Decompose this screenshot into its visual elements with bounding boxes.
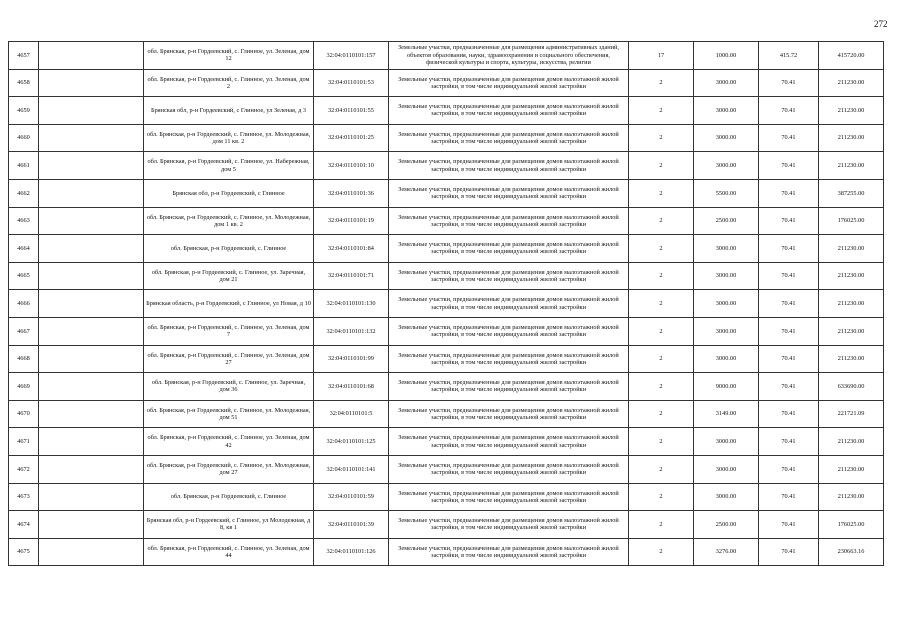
specific-value-cell: 70.41 [759, 179, 819, 207]
cadastral-number-cell: 32:04:0110101:141 [314, 455, 389, 483]
row-number-cell: 4659 [9, 97, 39, 125]
cadastral-number-cell: 32:04:0110101:5 [314, 400, 389, 428]
specific-value-cell: 70.41 [759, 511, 819, 539]
spacer-cell [39, 207, 144, 235]
specific-value-cell: 70.41 [759, 483, 819, 511]
cadastral-value-cell: 211230.00 [819, 124, 884, 152]
area-cell: 9000.00 [694, 373, 759, 401]
cadastral-value-cell: 415720.00 [819, 42, 884, 70]
row-number-cell: 4662 [9, 179, 39, 207]
permitted-use-cell: Земельные участки, предназначенные для размещения домов малоэтажной жилой застройки, в том числе индивидуальной жилой застройки [389, 345, 629, 373]
table-body [9, 42, 884, 566]
table-row [9, 235, 884, 263]
address-cell: обл. Брянская, р-н Гордеевский, с. Глинное [144, 483, 314, 511]
permitted-use-cell: Земельные участки, предназначенные для размещения домов малоэтажной жилой застройки, в том числе индивидуальной жилой застройки [389, 290, 629, 318]
cadastral-value-cell: 211230.00 [819, 152, 884, 180]
group-code-cell: 2 [629, 152, 694, 180]
area-cell: 3276.00 [694, 538, 759, 566]
address-cell: обл. Брянская, р-н Гордеевский, с. Глинное, ул. Молодежная, дом 27 [144, 455, 314, 483]
cadastral-number-cell: 32:04:0110101:10 [314, 152, 389, 180]
table-row [9, 290, 884, 318]
permitted-use-cell: Земельные участки, предназначенные для размещения административных зданий, объектов образования, науки, здравоохранения и социального обеспечения, физической культуры и спорта, культуры, искусства, религии [389, 42, 629, 70]
area-cell: 2500.00 [694, 207, 759, 235]
permitted-use-cell: Земельные участки, предназначенные для размещения домов малоэтажной жилой застройки, в том числе индивидуальной жилой застройки [389, 538, 629, 566]
table-row [9, 207, 884, 235]
address-cell: обл. Брянская, р-н Гордеевский, с. Глинное, ул. Зеленая, дом 2 [144, 69, 314, 97]
cadastral-number-cell: 32:04:0110101:84 [314, 235, 389, 263]
specific-value-cell: 70.41 [759, 373, 819, 401]
cadastral-number-cell: 32:04:0110101:53 [314, 69, 389, 97]
row-number-cell: 4669 [9, 373, 39, 401]
row-number-cell: 4672 [9, 455, 39, 483]
table-row [9, 455, 884, 483]
specific-value-cell: 70.41 [759, 69, 819, 97]
specific-value-cell: 70.41 [759, 262, 819, 290]
specific-value-cell: 70.41 [759, 317, 819, 345]
area-cell: 3000.00 [694, 428, 759, 456]
permitted-use-cell: Земельные участки, предназначенные для размещения домов малоэтажной жилой застройки, в том числе индивидуальной жилой застройки [389, 179, 629, 207]
group-code-cell: 2 [629, 124, 694, 152]
cadastral-number-cell: 32:04:0110101:157 [314, 42, 389, 70]
group-code-cell: 2 [629, 97, 694, 125]
specific-value-cell: 70.41 [759, 290, 819, 318]
cadastral-number-cell: 32:04:0110101:59 [314, 483, 389, 511]
area-cell: 3000.00 [694, 483, 759, 511]
spacer-cell [39, 97, 144, 125]
cadastral-number-cell: 32:04:0110101:125 [314, 428, 389, 456]
group-code-cell: 2 [629, 290, 694, 318]
table-row [9, 152, 884, 180]
group-code-cell: 2 [629, 455, 694, 483]
cadastral-number-cell: 32:04:0110101:71 [314, 262, 389, 290]
permitted-use-cell: Земельные участки, предназначенные для размещения домов малоэтажной жилой застройки, в том числе индивидуальной жилой застройки [389, 317, 629, 345]
area-cell: 5500.00 [694, 179, 759, 207]
table-row [9, 538, 884, 566]
permitted-use-cell: Земельные участки, предназначенные для размещения домов малоэтажной жилой застройки, в том числе индивидуальной жилой застройки [389, 483, 629, 511]
address-cell: Брянская область, р-н Гордеевский, с Глинное, ул Новая, д 10 [144, 290, 314, 318]
table-row [9, 42, 884, 70]
table-row [9, 373, 884, 401]
address-cell: обл. Брянская, р-н Гордеевский, с. Глинное, ул. Заречная, дом 21 [144, 262, 314, 290]
permitted-use-cell: Земельные участки, предназначенные для размещения домов малоэтажной жилой застройки, в том числе индивидуальной жилой застройки [389, 69, 629, 97]
group-code-cell: 2 [629, 179, 694, 207]
row-number-cell: 4675 [9, 538, 39, 566]
row-number-cell: 4667 [9, 317, 39, 345]
address-cell: Брянская обл, р-н Гордеевский, с Глинное [144, 179, 314, 207]
table-row [9, 345, 884, 373]
area-cell: 3149.00 [694, 400, 759, 428]
address-cell: обл. Брянская, р-н Гордеевский, с. Глинное, ул. Набережная, дом 5 [144, 152, 314, 180]
row-number-cell: 4664 [9, 235, 39, 263]
table-row [9, 483, 884, 511]
group-code-cell: 17 [629, 42, 694, 70]
spacer-cell [39, 345, 144, 373]
area-cell: 3000.00 [694, 97, 759, 125]
group-code-cell: 2 [629, 400, 694, 428]
group-code-cell: 2 [629, 428, 694, 456]
group-code-cell: 2 [629, 538, 694, 566]
cadastral-number-cell: 32:04:0110101:19 [314, 207, 389, 235]
group-code-cell: 2 [629, 345, 694, 373]
spacer-cell [39, 428, 144, 456]
table-row [9, 179, 884, 207]
row-number-cell: 4663 [9, 207, 39, 235]
row-number-cell: 4668 [9, 345, 39, 373]
land-registry-table [8, 41, 884, 566]
row-number-cell: 4665 [9, 262, 39, 290]
cadastral-value-cell: 211230.00 [819, 317, 884, 345]
specific-value-cell: 70.41 [759, 455, 819, 483]
row-number-cell: 4673 [9, 483, 39, 511]
permitted-use-cell: Земельные участки, предназначенные для размещения домов малоэтажной жилой застройки, в том числе индивидуальной жилой застройки [389, 455, 629, 483]
specific-value-cell: 70.41 [759, 235, 819, 263]
cadastral-value-cell: 211230.00 [819, 455, 884, 483]
spacer-cell [39, 400, 144, 428]
permitted-use-cell: Земельные участки, предназначенные для размещения домов малоэтажной жилой застройки, в том числе индивидуальной жилой застройки [389, 400, 629, 428]
address-cell: Брянская обл, р-н Гордеевский, с Глинное, ул Молодежная, д 8, кв 1 [144, 511, 314, 539]
address-cell: обл. Брянская, р-н Гордеевский, с. Глинное, ул. Зеленая, дом 7 [144, 317, 314, 345]
row-number-cell: 4674 [9, 511, 39, 539]
cadastral-value-cell: 387255.00 [819, 179, 884, 207]
specific-value-cell: 70.41 [759, 345, 819, 373]
spacer-cell [39, 262, 144, 290]
specific-value-cell: 70.41 [759, 428, 819, 456]
spacer-cell [39, 235, 144, 263]
row-number-cell: 4661 [9, 152, 39, 180]
table-row [9, 262, 884, 290]
spacer-cell [39, 179, 144, 207]
area-cell: 3000.00 [694, 455, 759, 483]
cadastral-number-cell: 32:04:0110101:39 [314, 511, 389, 539]
cadastral-number-cell: 32:04:0110101:130 [314, 290, 389, 318]
cadastral-number-cell: 32:04:0110101:36 [314, 179, 389, 207]
area-cell: 3000.00 [694, 235, 759, 263]
spacer-cell [39, 373, 144, 401]
spacer-cell [39, 455, 144, 483]
area-cell: 3000.00 [694, 152, 759, 180]
row-number-cell: 4671 [9, 428, 39, 456]
table-row [9, 97, 884, 125]
cadastral-value-cell: 211230.00 [819, 97, 884, 125]
permitted-use-cell: Земельные участки, предназначенные для размещения домов малоэтажной жилой застройки, в том числе индивидуальной жилой застройки [389, 207, 629, 235]
cadastral-value-cell: 211230.00 [819, 483, 884, 511]
cadastral-value-cell: 176025.00 [819, 207, 884, 235]
specific-value-cell: 70.41 [759, 97, 819, 125]
group-code-cell: 2 [629, 69, 694, 97]
cadastral-value-cell: 230663.16 [819, 538, 884, 566]
table-row [9, 69, 884, 97]
address-cell: обл. Брянская, р-н Гордеевский, с. Глинное, ул. Зеленая, дом 44 [144, 538, 314, 566]
group-code-cell: 2 [629, 262, 694, 290]
address-cell: обл. Брянская, р-н Гордеевский, с. Глинное, ул. Зеленая, дом 42 [144, 428, 314, 456]
cadastral-number-cell: 32:04:0110101:25 [314, 124, 389, 152]
cadastral-value-cell: 211230.00 [819, 345, 884, 373]
cadastral-number-cell: 32:04:0110101:68 [314, 373, 389, 401]
cadastral-value-cell: 211230.00 [819, 290, 884, 318]
group-code-cell: 2 [629, 317, 694, 345]
specific-value-cell: 70.41 [759, 152, 819, 180]
permitted-use-cell: Земельные участки, предназначенные для размещения домов малоэтажной жилой застройки, в том числе индивидуальной жилой застройки [389, 262, 629, 290]
specific-value-cell: 70.41 [759, 207, 819, 235]
permitted-use-cell: Земельные участки, предназначенные для размещения домов малоэтажной жилой застройки, в том числе индивидуальной жилой застройки [389, 124, 629, 152]
page-number: 272 [874, 19, 888, 29]
row-number-cell: 4666 [9, 290, 39, 318]
table-row [9, 317, 884, 345]
row-number-cell: 4657 [9, 42, 39, 70]
cadastral-value-cell: 211230.00 [819, 428, 884, 456]
address-cell: обл. Брянская, р-н Гордеевский, с. Глинное, ул. Заречная, дом 36 [144, 373, 314, 401]
spacer-cell [39, 317, 144, 345]
spacer-cell [39, 69, 144, 97]
address-cell: обл. Брянская, р-н Гордеевский, с. Глинное, ул. Молодежная, дом 1 кв. 2 [144, 207, 314, 235]
permitted-use-cell: Земельные участки, предназначенные для размещения домов малоэтажной жилой застройки, в том числе индивидуальной жилой застройки [389, 235, 629, 263]
permitted-use-cell: Земельные участки, предназначенные для размещения домов малоэтажной жилой застройки, в том числе индивидуальной жилой застройки [389, 428, 629, 456]
permitted-use-cell: Земельные участки, предназначенные для размещения домов малоэтажной жилой застройки, в том числе индивидуальной жилой застройки [389, 511, 629, 539]
spacer-cell [39, 124, 144, 152]
spacer-cell [39, 511, 144, 539]
address-cell: обл. Брянская, р-н Гордеевский, с. Глинное, ул. Зеленая, дом 12 [144, 42, 314, 70]
area-cell: 3000.00 [694, 317, 759, 345]
address-cell: обл. Брянская, р-н Гордеевский, с. Глинное, ул. Молодежная, дом 51 [144, 400, 314, 428]
area-cell: 2500.00 [694, 511, 759, 539]
permitted-use-cell: Земельные участки, предназначенные для размещения домов малоэтажной жилой застройки, в том числе индивидуальной жилой застройки [389, 373, 629, 401]
cadastral-value-cell: 211230.00 [819, 235, 884, 263]
area-cell: 3000.00 [694, 124, 759, 152]
address-cell: обл. Брянская, р-н Гордеевский, с. Глинное, ул. Зеленая, дом 27 [144, 345, 314, 373]
address-cell: обл. Брянская, р-н Гордеевский, с. Глинное, ул. Молодежная, дом 11 кв. 2 [144, 124, 314, 152]
cadastral-number-cell: 32:04:0110101:99 [314, 345, 389, 373]
area-cell: 3000.00 [694, 345, 759, 373]
group-code-cell: 2 [629, 511, 694, 539]
group-code-cell: 2 [629, 483, 694, 511]
cadastral-number-cell: 32:04:0110101:132 [314, 317, 389, 345]
cadastral-value-cell: 633690.00 [819, 373, 884, 401]
spacer-cell [39, 42, 144, 70]
row-number-cell: 4660 [9, 124, 39, 152]
specific-value-cell: 70.41 [759, 538, 819, 566]
cadastral-value-cell: 176025.00 [819, 511, 884, 539]
row-number-cell: 4670 [9, 400, 39, 428]
group-code-cell: 2 [629, 207, 694, 235]
address-cell: Брянская обл, р-н Гордеевский, с Глинное, ул Зеленая, д 3 [144, 97, 314, 125]
area-cell: 3000.00 [694, 69, 759, 97]
cadastral-value-cell: 221721.09 [819, 400, 884, 428]
spacer-cell [39, 290, 144, 318]
cadastral-value-cell: 211230.00 [819, 69, 884, 97]
table-row [9, 400, 884, 428]
group-code-cell: 2 [629, 235, 694, 263]
cadastral-value-cell: 211230.00 [819, 262, 884, 290]
spacer-cell [39, 483, 144, 511]
group-code-cell: 2 [629, 373, 694, 401]
spacer-cell [39, 538, 144, 566]
address-cell: обл. Брянская, р-н Гордеевский, с. Глинное [144, 235, 314, 263]
area-cell: 1000.00 [694, 42, 759, 70]
row-number-cell: 4658 [9, 69, 39, 97]
specific-value-cell: 70.41 [759, 400, 819, 428]
table-row [9, 511, 884, 539]
permitted-use-cell: Земельные участки, предназначенные для размещения домов малоэтажной жилой застройки, в том числе индивидуальной жилой застройки [389, 152, 629, 180]
cadastral-number-cell: 32:04:0110101:55 [314, 97, 389, 125]
table-row [9, 124, 884, 152]
area-cell: 3000.00 [694, 262, 759, 290]
specific-value-cell: 415.72 [759, 42, 819, 70]
specific-value-cell: 70.41 [759, 124, 819, 152]
spacer-cell [39, 152, 144, 180]
cadastral-number-cell: 32:04:0110101:126 [314, 538, 389, 566]
table-row [9, 428, 884, 456]
permitted-use-cell: Земельные участки, предназначенные для размещения домов малоэтажной жилой застройки, в том числе индивидуальной жилой застройки [389, 97, 629, 125]
area-cell: 3000.00 [694, 290, 759, 318]
